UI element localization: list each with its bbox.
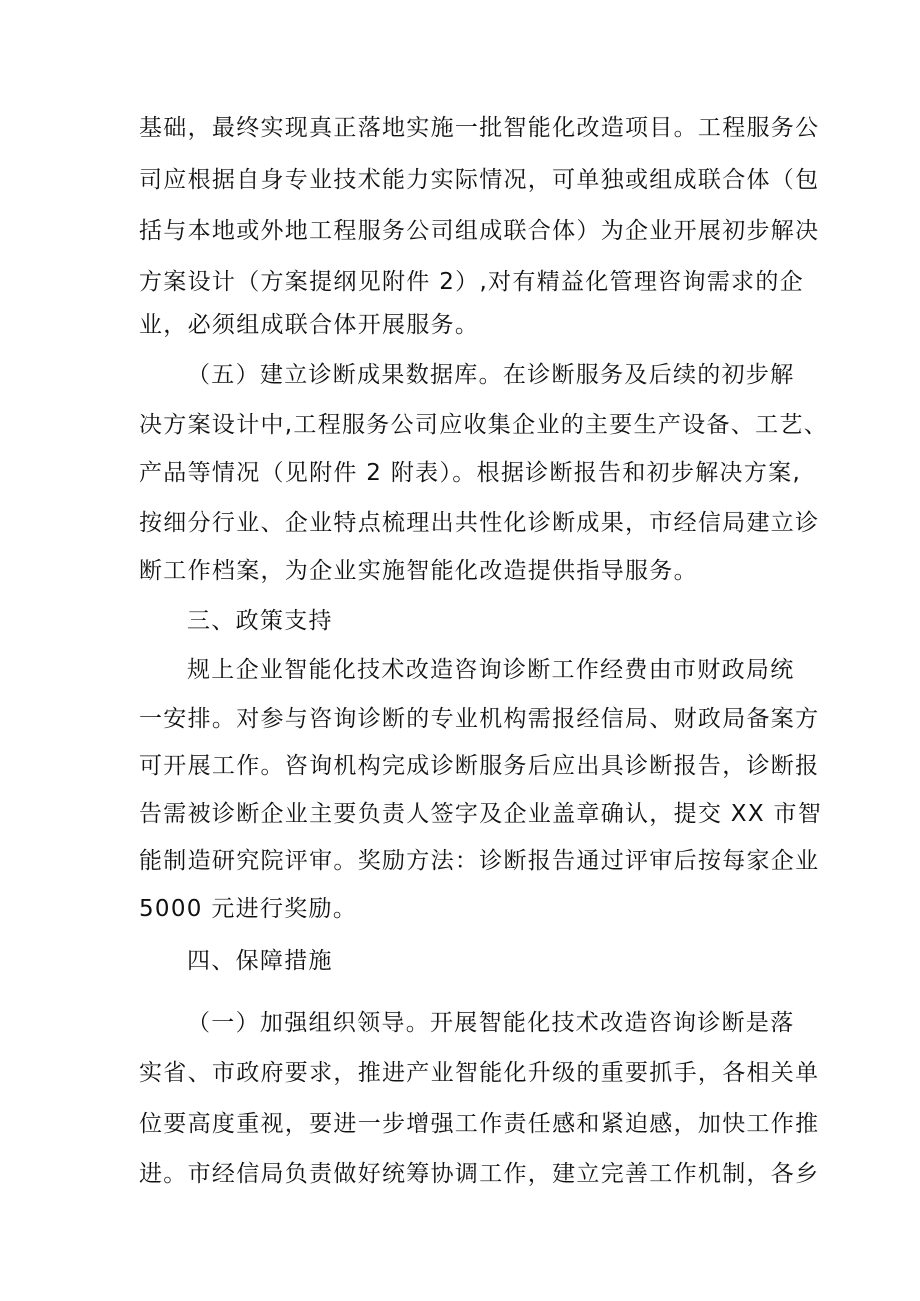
section-heading: 四、保障措施 (187, 948, 333, 974)
paragraph-line: 规上企业智能化技术改造咨询诊断工作经费由市财政局统 (187, 657, 795, 683)
paragraph-line: 可开展工作。咨询机构完成诊断服务后应出具诊断报告，诊断报 (139, 753, 820, 779)
paragraph-line: 实省、市政府要求，推进产业智能化升级的重要抓手，各相关单 (139, 1060, 820, 1086)
paragraph-line: 位要高度重视，要进一步增强工作责任感和紧迫感，加快工作推 (139, 1111, 820, 1137)
paragraph-line: 业，必须组成联合体开展服务。 (139, 312, 480, 338)
paragraph-line: 告需被诊断企业主要负责人签字及企业盖章确认，提交 XX 市智 (139, 801, 823, 827)
paragraph-line: 进。市经信局负责做好统筹协调工作，建立完善工作机制，各乡 (139, 1161, 820, 1187)
paragraph-line: （五）建立诊断成果数据库。在诊断服务及后续的初步解 (187, 362, 795, 388)
paragraph-line: （一）加强组织领导。开展智能化技术改造咨询诊断是落 (187, 1010, 795, 1036)
paragraph-line: 括与本地或外地工程服务公司组成联合体）为企业开展初步解决 (139, 218, 820, 244)
paragraph-line: 基础，最终实现真正落地实施一批智能化改造项目。工程服务公 (139, 115, 820, 141)
paragraph-line: 断工作档案，为企业实施智能化改造提供指导服务。 (139, 558, 698, 584)
paragraph-line: 按细分行业、企业特点梳理出共性化诊断成果，市经信局建立诊 (139, 510, 820, 536)
paragraph-line: 能制造研究院评审。奖励方法：诊断报告通过评审后按每家企业 (139, 848, 820, 874)
paragraph-line: 方案设计（方案提纲见附件 2）,对有精益化管理咨询需求的企 (139, 269, 804, 295)
paragraph-line: 产品等情况（见附件 2 附表）。根据诊断报告和初步解决方案, (139, 460, 802, 486)
paragraph-line: 司应根据自身专业技术能力实际情况，可单独或组成联合体（包 (139, 167, 820, 193)
paragraph-line: 5000 元进行奖励。 (139, 896, 358, 922)
section-heading: 三、政策支持 (187, 608, 333, 634)
paragraph-line: 决方案设计中,工程服务公司应收集企业的主要生产设备、工艺、 (139, 412, 829, 438)
paragraph-line: 一安排。对参与咨询诊断的专业机构需报经信局、财政局备案方 (139, 706, 820, 732)
